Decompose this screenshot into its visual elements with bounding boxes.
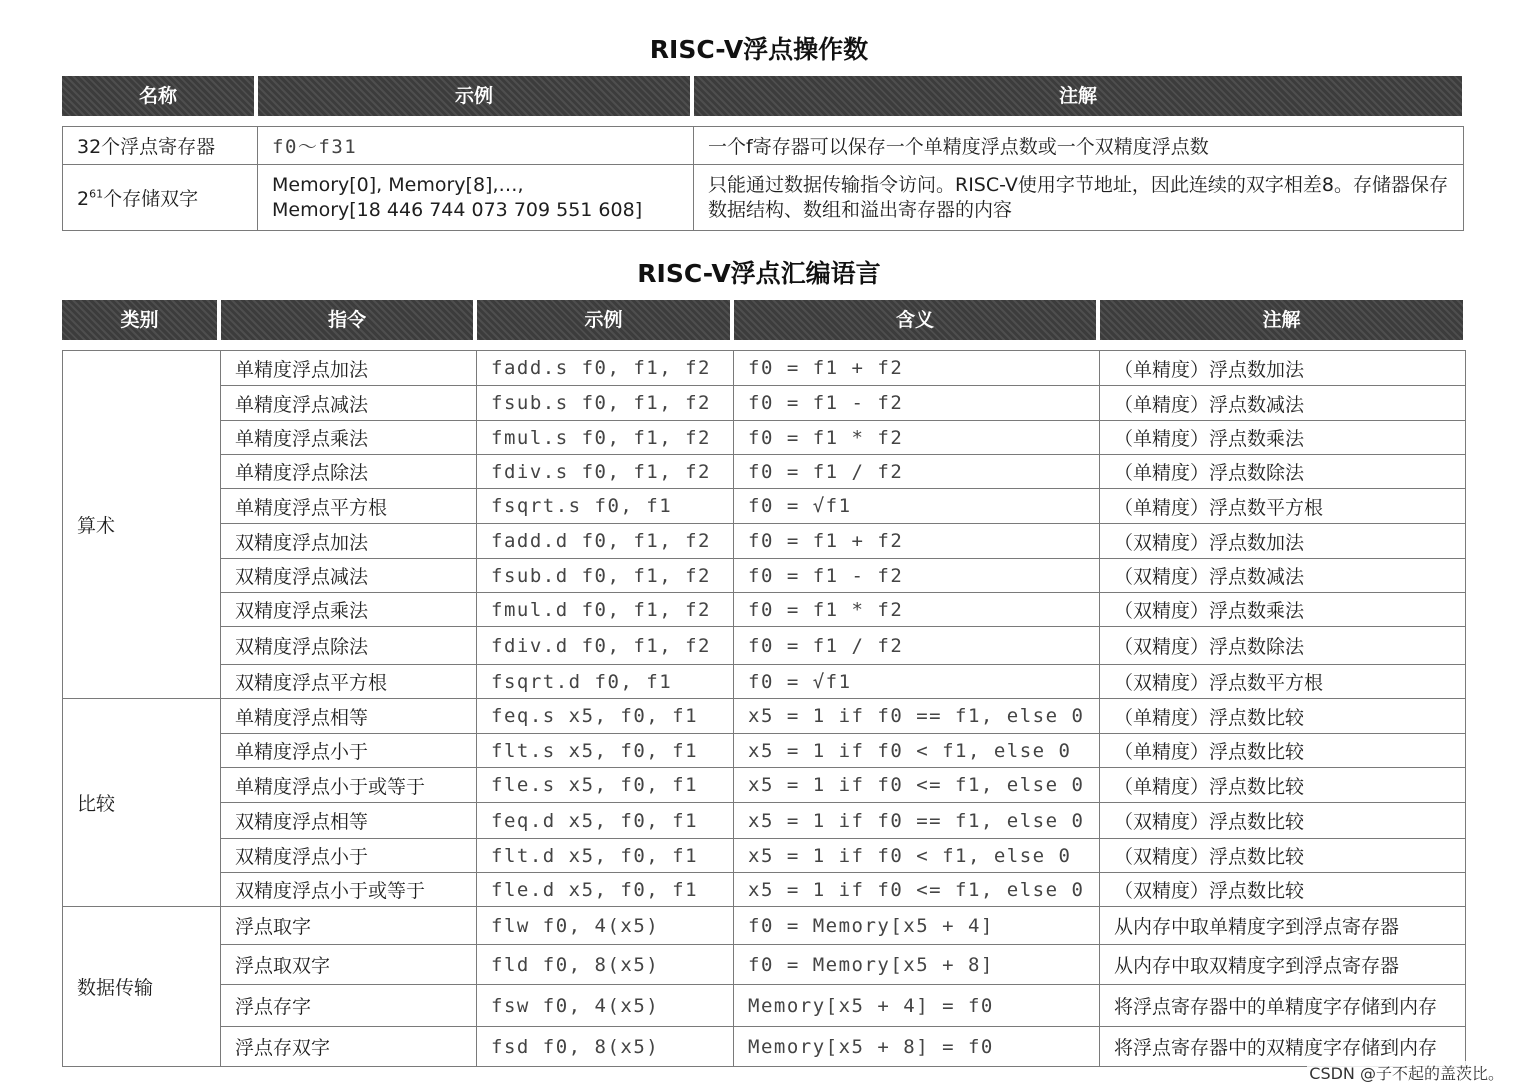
table-row [63,873,1466,907]
instruction-meaning: f0 = √f1 [734,665,1100,699]
instruction-example: feq.d x5, f0, f1 [477,803,734,839]
instruction-meaning: f0 = Memory[x5 + 4] [734,907,1100,945]
instruction-note: （双精度）浮点数比较 [1100,873,1466,907]
instruction-example: fdiv.d f0, f1, f2 [477,627,734,665]
operand-note: 只能通过数据传输指令访问。RISC-V使用字节地址，因此连续的双字相差8。存储器保存数据结构、数组和溢出寄存器的内容 [694,165,1464,231]
instruction-example: fle.s x5, f0, f1 [477,768,734,803]
table-row [63,945,1466,985]
table-row [63,421,1466,455]
instruction-name: 浮点存字 [221,985,477,1027]
operand-name: $2^{61}$个存储双字 [63,165,258,231]
instruction-name: 单精度浮点小于 [221,734,477,768]
table2-header-example: 示例 [477,300,730,340]
instruction-name: 双精度浮点小于或等于 [221,873,477,907]
instruction-example: feq.s x5, f0, f1 [477,699,734,734]
table1-header-name: 名称 [62,76,254,116]
instruction-example: fld f0, 8(x5) [477,945,734,985]
table2-header-note: 注解 [1100,300,1463,340]
table2-title: RISC-V浮点汇编语言 [637,259,881,288]
instruction-note: 将浮点寄存器中的单精度字存储到内存 [1100,985,1466,1027]
instruction-meaning: f0 = f1 + f2 [734,351,1100,386]
instruction-meaning: x5 = 1 if f0 < f1, else 0 [734,839,1100,873]
table1-header-note: 注解 [694,76,1462,116]
instruction-name: 单精度浮点加法 [221,351,477,386]
instruction-name: 浮点取双字 [221,945,477,985]
instruction-meaning: f0 = f1 * f2 [734,593,1100,627]
instruction-example: fsqrt.d f0, f1 [477,665,734,699]
instruction-meaning: f0 = Memory[x5 + 8] [734,945,1100,985]
instruction-example: fsw f0, 4(x5) [477,985,734,1027]
instruction-note: （单精度）浮点数乘法 [1100,421,1466,455]
instruction-note: （单精度）浮点数比较 [1100,768,1466,803]
instruction-name: 双精度浮点乘法 [221,593,477,627]
instruction-meaning: x5 = 1 if f0 < f1, else 0 [734,734,1100,768]
instruction-meaning: x5 = 1 if f0 == f1, else 0 [734,699,1100,734]
instruction-meaning: Memory[x5 + 4] = f0 [734,985,1100,1027]
operand-note: 一个f寄存器可以保存一个单精度浮点数或一个双精度浮点数 [694,127,1464,165]
table-row [63,627,1466,665]
instruction-example: fle.d x5, f0, f1 [477,873,734,907]
instruction-meaning: f0 = f1 / f2 [734,455,1100,489]
instruction-note: （单精度）浮点数加法 [1100,351,1466,386]
instruction-name: 单精度浮点小于或等于 [221,768,477,803]
instruction-name: 单精度浮点减法 [221,386,477,421]
operands-table [62,126,1464,231]
instruction-name: 单精度浮点除法 [221,455,477,489]
table-row [63,839,1466,873]
instruction-name: 双精度浮点减法 [221,559,477,593]
instruction-meaning: f0 = f1 + f2 [734,524,1100,559]
operand-example: f0～f31 [258,127,694,165]
table2-header-instruction: 指令 [221,300,473,340]
operand-name: 32个浮点寄存器 [63,127,258,165]
instruction-example: fsqrt.s f0, f1 [477,489,734,524]
instruction-name: 单精度浮点平方根 [221,489,477,524]
watermark: CSDN @子不起的盖茨比。 [1307,1061,1506,1084]
table-row [63,165,1464,231]
instruction-name: 双精度浮点小于 [221,839,477,873]
table2-header-category: 类别 [62,300,217,340]
instruction-meaning: f0 = f1 / f2 [734,627,1100,665]
instruction-meaning: x5 = 1 if f0 <= f1, else 0 [734,873,1100,907]
table1-header-example: 示例 [258,76,690,116]
table-row [63,351,1466,386]
table-row [63,699,1466,734]
instruction-note: 从内存中取双精度字到浮点寄存器 [1100,945,1466,985]
instruction-note: （双精度）浮点数除法 [1100,627,1466,665]
category-cell: 算术 [63,351,221,699]
instruction-name: 浮点存双字 [221,1027,477,1067]
instruction-meaning: Memory[x5 + 8] = f0 [734,1027,1100,1067]
table-row [63,734,1466,768]
instruction-note: （双精度）浮点数比较 [1100,803,1466,839]
instruction-meaning: x5 = 1 if f0 <= f1, else 0 [734,768,1100,803]
instruction-note: 将浮点寄存器中的双精度字存储到内存 [1100,1027,1466,1067]
instruction-name: 双精度浮点加法 [221,524,477,559]
instruction-meaning: f0 = f1 - f2 [734,386,1100,421]
instruction-example: fmul.d f0, f1, f2 [477,593,734,627]
assembly-table [62,350,1466,1067]
instruction-note: （单精度）浮点数平方根 [1100,489,1466,524]
table-row [63,907,1466,945]
table-row [63,559,1466,593]
table-row [63,1027,1466,1067]
instruction-meaning: f0 = √f1 [734,489,1100,524]
table-row [63,985,1466,1027]
table-row [63,489,1466,524]
table2-header-meaning: 含义 [734,300,1096,340]
instruction-note: 从内存中取单精度字到浮点寄存器 [1100,907,1466,945]
instruction-example: fmul.s f0, f1, f2 [477,421,734,455]
table1-title: RISC-V浮点操作数 [649,35,869,64]
instruction-name: 双精度浮点平方根 [221,665,477,699]
instruction-example: flw f0, 4(x5) [477,907,734,945]
instruction-example: fadd.s f0, f1, f2 [477,351,734,386]
table-row [63,455,1466,489]
instruction-note: （双精度）浮点数乘法 [1100,593,1466,627]
instruction-example: flt.s x5, f0, f1 [477,734,734,768]
instruction-example: fsub.s f0, f1, f2 [477,386,734,421]
instruction-example: fdiv.s f0, f1, f2 [477,455,734,489]
instruction-name: 单精度浮点乘法 [221,421,477,455]
table-row [63,127,1464,165]
instruction-note: （双精度）浮点数减法 [1100,559,1466,593]
table-row [63,665,1466,699]
table-row [63,768,1466,803]
operand-example: Memory[0], Memory[8],…, Memory[18 446 744 073 709 551 608] [258,165,694,231]
instruction-note: （双精度）浮点数平方根 [1100,665,1466,699]
category-cell: 数据传输 [63,907,221,1067]
instruction-meaning: x5 = 1 if f0 == f1, else 0 [734,803,1100,839]
instruction-example: fadd.d f0, f1, f2 [477,524,734,559]
instruction-note: （单精度）浮点数比较 [1100,734,1466,768]
instruction-note: （单精度）浮点数减法 [1100,386,1466,421]
instruction-example: fsub.d f0, f1, f2 [477,559,734,593]
instruction-note: （单精度）浮点数比较 [1100,699,1466,734]
instruction-name: 单精度浮点相等 [221,699,477,734]
table-row [63,803,1466,839]
instruction-example: fsd f0, 8(x5) [477,1027,734,1067]
instruction-name: 双精度浮点除法 [221,627,477,665]
instruction-note: （双精度）浮点数比较 [1100,839,1466,873]
instruction-meaning: f0 = f1 - f2 [734,559,1100,593]
table-row [63,386,1466,421]
instruction-example: flt.d x5, f0, f1 [477,839,734,873]
instruction-meaning: f0 = f1 * f2 [734,421,1100,455]
table-row [63,593,1466,627]
instruction-note: （单精度）浮点数除法 [1100,455,1466,489]
instruction-note: （双精度）浮点数加法 [1100,524,1466,559]
category-cell: 比较 [63,699,221,907]
instruction-name: 浮点取字 [221,907,477,945]
instruction-name: 双精度浮点相等 [221,803,477,839]
table-row [63,524,1466,559]
